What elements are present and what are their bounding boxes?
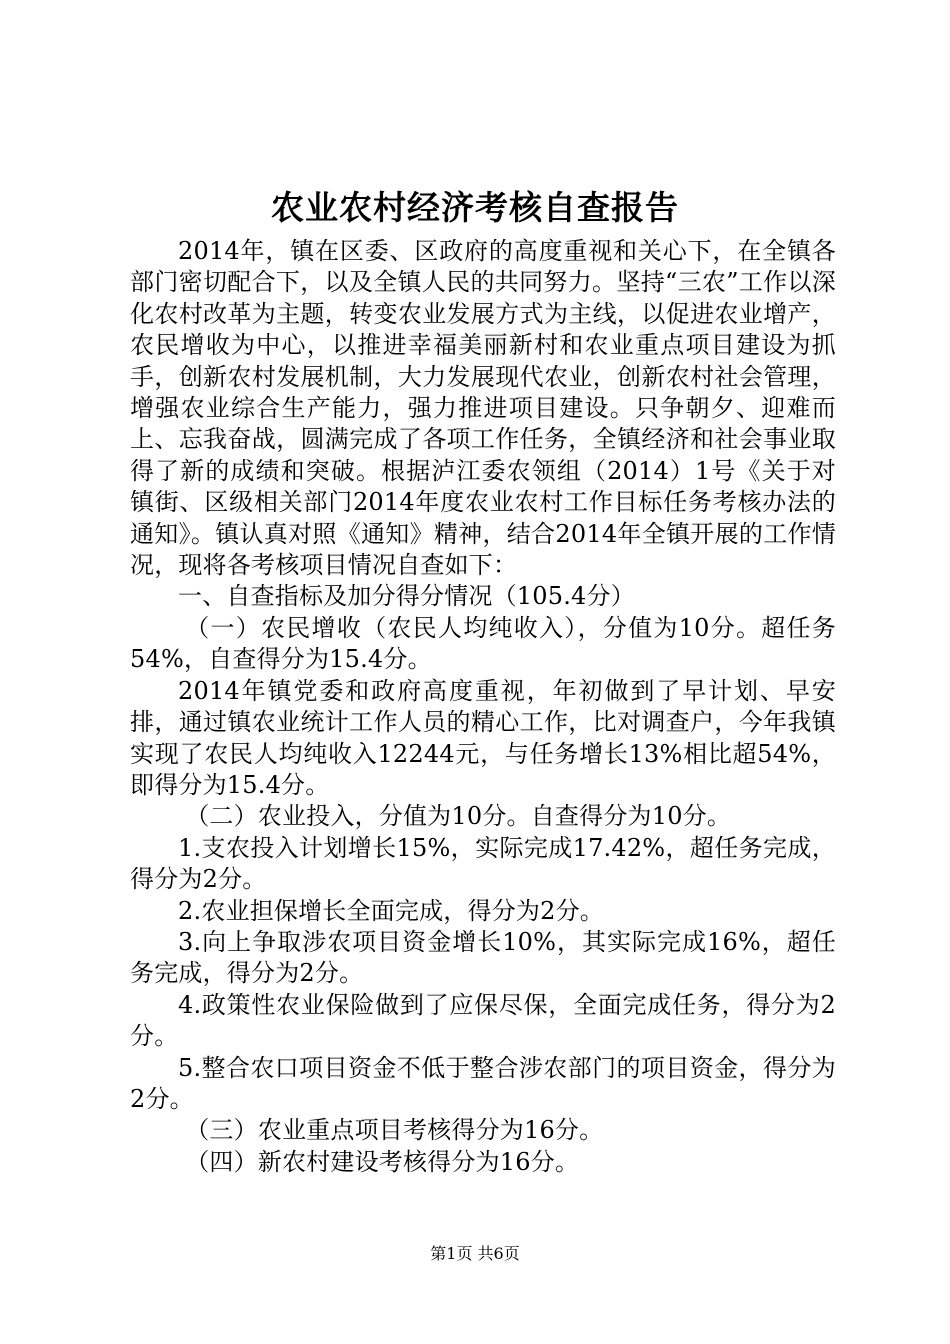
subsection-heading-4: （四）新农村建设考核得分为16分。	[185, 1147, 580, 1176]
body-paragraph: 2014年镇党委和政府高度重视，年初做到了早计划、早安排，通过镇农业统计工作人员的精心工作，比对调查户，今年我镇实现了农民人均纯收入12244元，与任务增长13%相比超54%，即得分为15.4分。	[130, 676, 836, 799]
list-item-2: 2.农业担保增长全面完成，得分为2分。	[178, 896, 604, 925]
subsection-heading-2: （二）农业投入，分值为10分。自查得分为10分。	[185, 802, 732, 831]
document-title: 农业农村经济考核自查报告	[271, 188, 679, 227]
subsection-heading-3: （三）农业重点项目考核得分为16分。	[185, 1116, 604, 1145]
list-item-4: 4.政策性农业保险做到了应保尽保，全面完成任务，得分为2分。	[130, 990, 836, 1051]
section-heading: 一、自查指标及加分得分情况（105.4分）	[178, 582, 635, 611]
list-item-1: 1.支农投入计划增长15%，实际完成17.42%，超任务完成，得分为2分。	[130, 833, 836, 894]
page-footer: 第1页 共6页	[430, 1244, 520, 1263]
intro-paragraph: 2014年，镇在区委、区政府的高度重视和关心下，在全镇各部门密切配合下，以及全镇人民的共同努力。坚持“三农”工作以深化农村改革为主题，转变农业发展方式为主线，以促进农业增产，农民增收为中心，以推进幸福美丽新村和农业重点项目建设为抓手，创新农村发展机制，大力发展现代农业，创新农村社会管理，增强农业综合生产能力，强力推进项目建设。只争朝夕、迎难而上、忘我奋战，圆满完成了各项工作任务，全镇经济和社会事业取得了新的成绩和突破。根据泸江委农领组（2014）1号《关于对镇街、区级相关部门2014年度农业农村工作目标任务考核办法的通知》。镇认真对照《通知》精神，结合2014年全镇开展的工作情况，现将各考核项目情况自查如下：	[130, 237, 836, 580]
list-item-3: 3.向上争取涉农项目资金增长10%，其实际完成16%，超任务完成，得分为2分。	[130, 927, 836, 988]
document-body	[130, 236, 836, 1178]
list-item-5: 5.整合农口项目资金不低于整合涉农部门的项目资金，得分为2分。	[130, 1053, 836, 1113]
subsection-heading-1: （一）农民增收（农民人均纯收入），分值为10分。超任务54%，自查得分为15.4分。	[130, 613, 836, 674]
